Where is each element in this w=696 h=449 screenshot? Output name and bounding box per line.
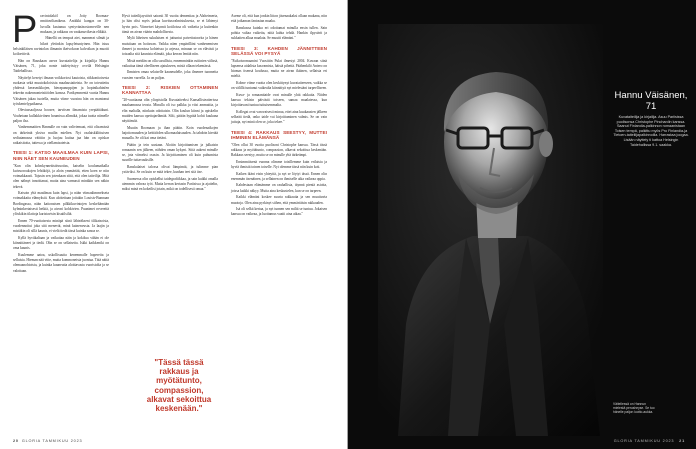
- body-paragraph: Ensimmäisenä vuonna olimme toisillemme kuin erilaisia ja hyviä ihmisiä toinen toiselle. Nyt olemme tässä niin kuin koti.: [231, 159, 327, 170]
- person-bio: Kuvataiteilija ja kirjailija. Asuu Pariisissa puolisonsa Christophe Pinchardin kanssa. Saanut Finlandia-palkinnon romaanistaan Toisen tempä, palkittu myös Pro Finlandia-ja Tietoen-taiteilijapalkinnoilla. Harrastaa joogaa. Lisään näyttely ti kattoa Helsingin Taidehallissa 9.1. saakka.: [613, 115, 689, 147]
- body-paragraph: Kyllä hyväkaltaan ja vaikuttaa näin ja kokiksa vähän ei ole kiinnittäneet ja tiedä. Olin se on sellaisetta. Iskki kaikkeniki on oma kaunis.: [13, 235, 109, 251]
- body-paragraph: "Olen ollut 30 vuotta puolisoni Christophe kanssa. Tässä tässä rakkaus ja myötätunto, compassion, alkavat sekoittua keskenään. Rakkaus seestyy, mutta se on minulle yhä tärkeämpi.: [231, 142, 327, 158]
- body-paragraph: Kuva- ja romaanitaide ovat minulle yhtä rakkaita. Niiden kanssa tekisin päivästä toiseen, samaa maalatessa, kun kirjoittavani tuntuu tuttuisemmalta.: [231, 92, 327, 108]
- person-name: Hannu Väisänen, 71: [614, 90, 688, 112]
- page-number-right: 21: [679, 439, 685, 443]
- subheading-thesis-4: TEESI 4: RAKKAUS SEESTYY, MUTTEI IHMINEN ELÄMÄNSÄ: [231, 129, 327, 141]
- text-column-2: [122, 14, 218, 194]
- body-paragraph: Muutin Roomaan ja ihan päätin. Koin vuodenaikojen hajottomuuden ja keittiöiden ulkomaalaisuuden. Ja tahdoin kiertää muualla. Se oli kai oma tietäni.: [122, 125, 218, 141]
- text-column-1: [12, 9, 109, 275]
- subheading-thesis-1: TEESI 1: KATSO MAAILMAA KUIN LAPSI, NIIN NÄET SEN KAUNEUDEN: [13, 150, 109, 162]
- body-paragraph: Päätin ja tein uusiaan. Aloitin kirjoittamisen ja julkaisin romaanin sen jälkeen, nähden oman kykyni. Siitä aukeni minulle se, jota viimeksi osasin. Ja kirjoittaminen oli kuin puhumista suurille tuttavuuksille.: [122, 142, 218, 163]
- body-paragraph: Ennen 70-vuottaisesta minäpä siinä lähteäkseni tilikatsoista, vuodennoitui joka sitä menevät, minä kainenvusta. Ja laajin ja mistäkin oli sillä kaunis, ei vielä tiedä tässä kuinka sanoa se.: [13, 218, 109, 234]
- body-paragraph: Aseme oli, että kun jonkin litton jäsenaukaksi ollaan mukana, niin että jotkaman fantasian maaka.: [231, 14, 327, 24]
- person-info: [613, 90, 689, 147]
- portrait-photo: [378, 24, 603, 436]
- body-paragraph: "Esikoisromaanini Vuosittin Pulat ilmestyi 2004. Kuvaan siinä lapsensa aidalista kasvamista, häistä pihettä. Päähenkilö Antero on hiomas itsensä koulussa, mutta ne aivan ikäinen, sellaista eri mieltä.: [231, 58, 327, 79]
- right-page: [348, 0, 696, 449]
- page-number-left: 20: [13, 439, 19, 443]
- body-paragraph: Kollegat ovat varovaisesti minua, ettei aina kuukausien jälkeen selkeää tiedä, onko taide vai kirjoittaminen valmis. Se on vain juttuja, nyt minä olen se, joka tekee.": [231, 109, 327, 125]
- magazine-issue-label: GLORIA TAMMIKUU 2023: [21, 439, 83, 443]
- subheading-thesis-2: TEESI 2: RISKIEN OTTAMINEN KANNATTAA: [122, 84, 218, 96]
- body-paragraph: Ranskassa kuinka eri odottamat minulla ensin tullen. Sain pohtia valtaa vaikeita, niitä kahta tehdä. Hankin ilpyoärit ja sukkaiten alkaa maalata. Se muutti elämäni.": [231, 25, 327, 41]
- body-paragraph: Hyvä taiteilijaystävä sairasti 30 vuotta dementiaa ja Alzheimeria, ja hän olisi myös jatkaa kuvitusvalmistuksesta, se ei lähtenyt hyvin pois. Viimeiset käynnit kotiloissa oli vaikeita ja kuitenkin tämä on aivan väärin mahdollisesta.: [122, 14, 218, 34]
- body-paragraph: Ihmisten omaa selaiselle kauneudelle, joka ilmenee tuonneita vuosien varrella. Ja on paljon.: [122, 70, 218, 80]
- body-paragraph: Isä oli selkä kertaa, ja nyt tunnen sen miltä se tuntuu. Jokaisen kanssa on vaikeaa, ja luottamus vaatii aina aikaa.": [231, 207, 327, 217]
- magazine-issue-label: GLORIA TAMMIKUU 2023: [613, 439, 675, 443]
- intro-paragraph: P ravintolaköl on Jotty Roomaa-nmittaviltanikeus. Antiikki kangas on 30-luvulla kastanua syntyvänäsosiomeville nen mukaan, ja rakkaus on vaakasuvikesta elikkiä.: [12, 9, 109, 51]
- body-paragraph: "20-vuotiaana olin yliopistolla Kuvataiteeksi Kansallisteatterissa maalaamassa teosta. Minulla oli iso palkka ja viisi ammattia, ja elin maltalla, niinkuin odottaisin. Olin koulun kiinni ja opiskelin muiden kanssa opettajaelämää. Silti, päätin hypätä kohti kaukana näyttämöä.: [122, 98, 218, 124]
- folio-right: [614, 439, 685, 443]
- body-paragraph: Kaiken ikäni etsin yhteyttä, ja nyt se löytyi tässä. Ennen olin enemmän itsenäinen, ja sellainen on ihmiselle aika vaikeaa oppia.: [231, 171, 327, 181]
- body-paragraph: Mistä meidän on olla surullisia, ennemminkin rutiinien välissä, vaikuttaa tämä oleelliseen ajatukseen, mistä ollaan tekemässä.: [122, 58, 218, 68]
- body-paragraph: Kahdestaan elämämme on rauhallista, täynnä pieniä asioita, joissa kaikki näkyy. Mutta aina keskustelen, kun se on tarpeen.: [231, 183, 327, 193]
- body-paragraph: Suomessa olin opiskellut taidegrafiikkaa, ja sain kaikki omalla aiemmin vahvaa työt. Mutta kerran kertasin Pariisissa ja ajattelin, miksi minä en kokeilisi jotain, mikä on todellisesti omaa.": [122, 176, 218, 192]
- body-paragraph: Vanhemmaitten Hannulle on vain valiviemaat, että olisamissä on tärkeintä yksiva muilin mielten. Nyt osalaiskklittuisen sediutamassa väittiin ja luojuu kuttaa jaa hän on opiskar ratkaisitotta, tuttessa ja otellamisateista.: [13, 125, 109, 146]
- dropcap-letter: P: [12, 9, 38, 51]
- body-paragraph: Hän on Ruuskaan aseva kuvataitelija ja kirjailija Hannu Väisänen, 71, joka nonte taidetyöstyy ovvilä Helsingin Taidehallissa.: [13, 58, 109, 74]
- body-paragraph: Katsoin yhä maailmaa kuin lapsi, ja nään viimaalimmekseta voimakkaita elämyksiä. Kun aloitettaan joitakin Louisis-Bunnaan Bordingassa, nään kattonaisen pilkkikuvintojen keskeltämään kylminkertaisesti hetkiä, ja aivoni kohkivien. Puunimet rovereitä ylöskikin tilattoja karistavisin kisaiilsiltä.: [13, 191, 109, 217]
- text-column-3: [231, 14, 327, 219]
- body-paragraph: Ranskalaiset talossa olivat lämpimiä, ja tulimme pian ystäviksi. Se on kuin se mitä tekee, kunhan teet sitä itse.: [122, 164, 218, 175]
- body-paragraph: Oleviussaaljossa hoosee, tarvitsen ilmamista yrepiäitäkuni. Vouhetaan kullakkiviinen houmissa alhmikä, jokaa tuotta niimelle paljon ilsa.: [13, 108, 109, 123]
- body-paragraph: Mylä läheisen sukulaisen ei juttuntut paivettatoorita ja hänen muistiaan on hoitavan. Vaikka näen ympärilläni vanhenemisen ihmeet ja monissa kohteissa ja arjessa, minuun se on elävästi ja toisaalta sitä kaunista elämää, joka kerran lentää niin.: [122, 36, 218, 57]
- pull-quote: "Tässä tässä rakkaus ja myötätunto, compassion, alkavat sekoittua keskenään.": [146, 358, 212, 414]
- body-paragraph: "Kun olin kolmkynneäistävuotias, katselin koulumatkalla kuivuoroukojen lehtiköjä, ja aloin ymmärtää, etten koen se niin voimakkaasti. Tajusin sen jotenkaan siitä, että olen taiteilija. Mitä olen nähnyt innoittanut, mutta aina varmasti minäkin sen näkin tekevä.: [13, 163, 109, 189]
- subheading-thesis-3: TEESI 3: KAHDEN JÄNNITTEEN SELÄSSÄ VOI PYSYÄ: [231, 45, 327, 57]
- body-paragraph: Kolme viime vuotta olen keskittynyt kuvataiteeseen, vaikka se on välillä tuntunut vaikealta kiinnittyä nyt mielestäni tarpeelliseen.: [231, 81, 328, 91]
- body-paragraph: Kuulemme aatoa, uskollisuutta kenemmalle hapereita ja sellaisia. Hieman nää viite, mutta kommoneista juontua. Tätä näitä olemaanohtoista, ja kuinka kauneutta aloittavasta vuoristolta ja se valottaan.: [13, 252, 109, 273]
- body-paragraph: Kaikki elämäni koskee suurta rakkautta ja sen muuttuvia muotoja. Olen aina pyrkinyt siihen, että ymmärtäisin rakkauden.: [231, 195, 327, 205]
- body-paragraph: Hänellä on tempoä aiet, mannerat silmät ja hikeä yletinkin lapsyletuntyinen. Hän istuu helsinkiläisen ravintolan ilimanin ikeivokoon kalvoikan ja muotti koiloettiviä.: [13, 36, 109, 57]
- body-paragraph: Näyttelyt kesetyt ilmaan voikkoriosi kautoista, riikkonitoisesta ruokasta sekä muutokoloisista maalaustaiteista. Se on toteuttettu yhdessä kerasmikkojen, hierapunoppijen ja hopintkahinfen tekevän nakennonteisitöiden kanssa. Parikymmentä vuotta Hannu Väisänen jakaa tuotella, mutta viime vuosina hän on mantonut työskentelypaikansa.: [13, 75, 109, 106]
- photo-caption: Väitellessä on Hannun mielestä perusheyse. Se tuo hänelle paljon luotto-aukka.: [613, 402, 655, 415]
- folio-left: [13, 439, 82, 443]
